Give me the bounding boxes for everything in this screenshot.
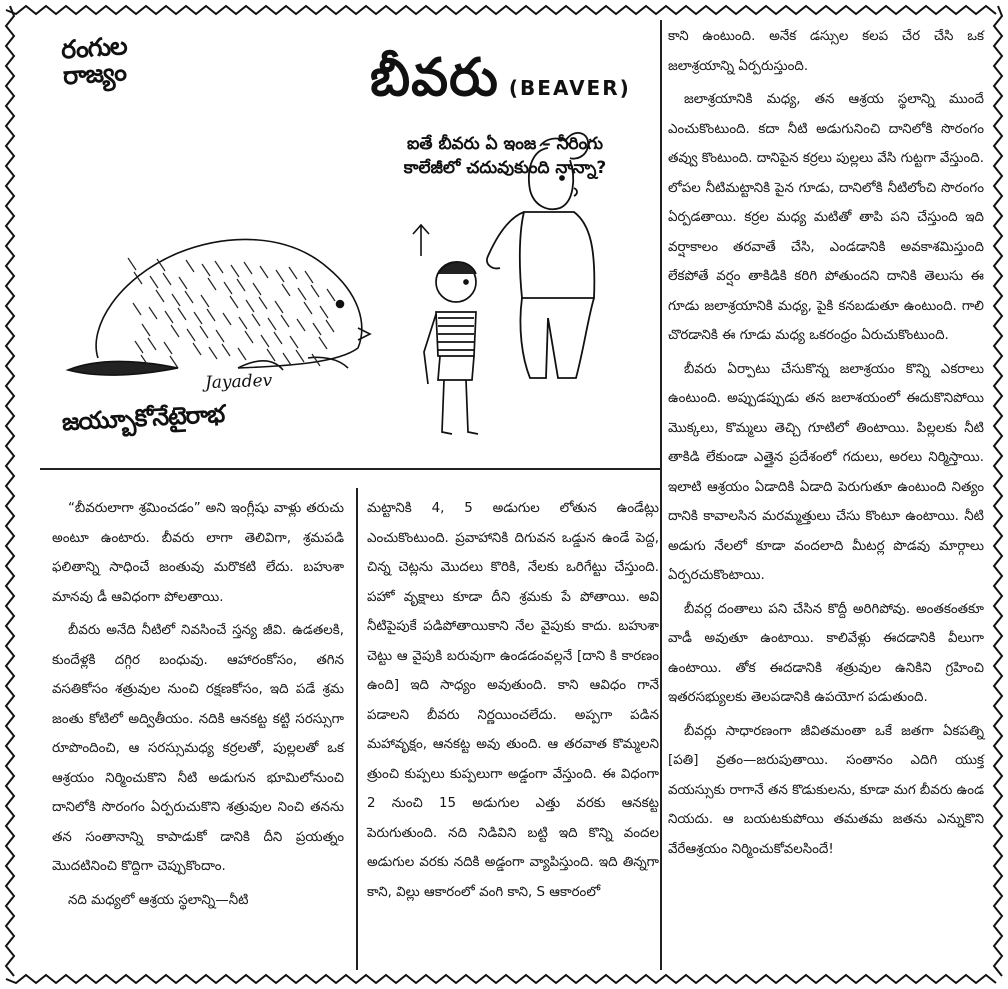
- fur-stroke: [274, 332, 282, 344]
- fur-stroke: [253, 283, 261, 295]
- fur-stroke: [202, 264, 210, 276]
- border-zigzag-line: [6, 6, 14, 976]
- fur-stroke: [224, 282, 232, 294]
- fur-stroke: [320, 306, 328, 318]
- fur-stroke: [171, 325, 179, 337]
- speech-bubble-text: ఐతే బీవరు ఏ ఇంజ – నీరింగు కాలేజీలో చదువుకుంది నాన్నా?: [403, 134, 607, 178]
- paragraph: బీవర్ల దంతాలు పని చేసిన కొద్దీ అరిగిపోవు. అంతకంతకూ వాడీ అవుతూ ఉంటాయి. కాలివేళ్లు ఈదడానికి వీలుగా ఉంటాయి. తోక ఈదడానికి శత్రువుల ఉనికిని గ్రహించి ఇతరసభ్యులకు తెలపడానికి ఉపయోగ పడుతుంది.: [668, 601, 984, 705]
- paragraph: జలాశ్రయానికి మధ్య, తన ఆశ్రయ స్థలాన్ని ముందే ఎంచుకొంటుంది. కదా నీటి అడుగునించి దానిలోకి సొరంగం తవ్వు కొంటుంది. దానిపైన కర్రలు పుల్లలు వేసి గుట్టగా వేస్తుంది. లోపల నీటిమట్టానికి పైన గూడు, దానిలోకి నీటిలోంచి సొరంగం ఏర్పడతాయి. కర్రల మధ్య మటితో తాపి పని చేస్తుంది ఇది వర్షాకాలం తరవాతే చేసి, ఎండడానికి అవకాశమిస్తుంది లేకపోతే వర్షం తాకిడికి కరిగి పోతుందని దానికి తెలుసు ఈ గూడు జలాశ్రయానికి మధ్య, పైకి కనబడుతూ ఉంటుంది. గాలి చొరడానికి ఈ గూడు మధ్య ఒకరంధ్రం ఏరుచుకొంటుంది.: [668, 92, 984, 343]
- paragraph: “బీవరులాగా శ్రమించడం” అని ఇంగ్లీషు వాళ్లు తరుచు అంటూ ఉంటారు. బీవరు లాగా తెలివిగా, శ్రమపడి ఫలితాన్ని సాధించే జంతువు మరొకటి లేదు. బహుశా మానవు డీ ఆవిధంగా పోలతాయి.: [52, 501, 344, 605]
- child-illustration: [412, 256, 492, 452]
- fur-stroke: [245, 331, 253, 343]
- fur-stroke: [289, 267, 297, 279]
- fur-stroke: [222, 344, 230, 356]
- fur-stroke: [209, 347, 217, 359]
- fur-stroke: [275, 301, 283, 313]
- border-zigzag-line: [994, 6, 1002, 976]
- fur-stroke: [239, 317, 247, 329]
- fur-stroke: [267, 349, 275, 361]
- article-column-middle: [367, 494, 659, 911]
- fur-stroke: [297, 319, 305, 331]
- fur-stroke: [186, 260, 194, 272]
- fur-stroke: [259, 297, 267, 309]
- fur-stroke: [185, 291, 193, 303]
- column-divider-left: [356, 488, 358, 970]
- fur-stroke: [178, 308, 186, 320]
- article-column-left: [52, 494, 344, 919]
- fur-stroke: [163, 273, 171, 285]
- fur-stroke: [156, 290, 164, 302]
- fur-stroke: [313, 323, 321, 335]
- section-divider: [40, 468, 660, 470]
- fur-stroke: [260, 266, 268, 278]
- fur-stroke: [311, 285, 319, 297]
- border-zigzag-line: [6, 975, 996, 983]
- fur-stroke: [305, 271, 313, 283]
- paragraph: మట్టానికి 4, 5 అడుగుల లోతున ఉండేట్లు ఎంచుకొంటుంది. ప్రవాహానికి దిగువన ఒడ్డున ఉండే పెద్ద, చిన్న చెట్లను మొదలు కొరికి, నేలకు ఒరిగేట్టు చేస్తుంది. పహో వృక్షాలు కూడా దీని శ్రమకు పే పోతాయి. అవి నీటిపైపుకే పడిపోతాయికాని నేల వైపుకు కాదు. బహుశా చెట్టు ఆ వైపుకి బరువుగా ఉండడంవల్లనే [దాని కి కారణం ఉంది] ఇది సాధ్యం అవుతుంది. కాని ఆవిధం గానే పడాలని బీవరు నిర్ణయించలేదు. అప్పగా పడిన మహావృక్షం, ఆనకట్ట అవు తుంది. ఆ తరవాత కొమ్మలని త్రుంచి కుప్పలు కుప్పలుగా అడ్డంగా వేస్తుంది. ఈ విధంగా 2 నుంచి 15 అడుగుల ఎత్తు వరకు ఆనకట్ట పెరుగుతుంది. నది నిడివిని బట్టి ఇది కొన్ని వందల అడుగుల వరకు నదికి అడ్డంగా వ్యాపిస్తుంది. ఇది తిన్నగా కాని, విల్లు ఆకారంలో వంగి కాని, S ఆకారంలో: [367, 501, 659, 900]
- article-subtitle: (BEAVER): [508, 76, 631, 100]
- fur-stroke: [304, 302, 312, 314]
- paragraph: బీవరు ఏర్పాటు చేసుకొన్న జలాశ్రయం కొన్ని ఎకరాలు ఉంటుంది. అప్పుడప్పుడు తన జలాశయంలో ఈదుకొనిపోయి మొక్కలు, కొమ్మలు తెచ్చి గూటిలో తింటాయి. పిల్లలకు నీటి తాకిడి లేకుండా ఎత్తైన ప్రదేశంలో గదులు, అరలు నిర్మిస్తాయి. ఇలాటి ఆశ్రయం ఏడాదికి ఏడాది పెరుగుతూ ఉంటుంది నిత్యం దానికి కావాలసిన మరమ్మత్తులు చేసు కొంటూ ఉంటాయి. నీటి అడుగు నేలలో కూడా వందలాది మీటర్ల పొడవు మార్గాలు ఏర్పరచుకొంటాయి.: [668, 361, 984, 583]
- fur-stroke: [208, 278, 216, 290]
- artist-signature: Jayadev: [204, 370, 273, 394]
- fur-stroke: [215, 261, 223, 273]
- fur-stroke: [230, 296, 238, 308]
- fur-stroke: [201, 295, 209, 307]
- paragraph: నది మధ్యలో ఆశ్రయ స్థలాన్ని—నీటి: [68, 892, 249, 908]
- fur-stroke: [223, 313, 231, 325]
- fur-stroke: [326, 320, 334, 332]
- fur-stroke: [290, 336, 298, 348]
- article-title: బీవరు: [370, 48, 499, 108]
- fur-stroke: [194, 312, 202, 324]
- fur-stroke: [165, 311, 173, 323]
- fur-stroke: [327, 289, 335, 301]
- article-column-right: [668, 22, 984, 868]
- fur-stroke: [281, 315, 289, 327]
- illustration-caption: జయ్బూకోనేటైరాభ: [61, 399, 225, 437]
- paragraph: బీవరు అనేది నీటిలో నివసించే స్తన్య జీవి. ఉడతలకి, కుందేళ్లకి దగ్గిర బంధువు. ఆహారంకోసం, తగిన వసతికోసం శత్రువుల నుంచి రక్షణకోసం, ఇది పడే శ్రమ జంతు కోటిలో అద్వితీయం. నదికి ఆనకట్ట కట్టి సరస్సుగా రూపొందించి, ఆ సరస్సుమధ్య కర్రలతో, పుల్లలతో ఒక ఆశ్రయం నిర్మించుకొని నీటి అడుగున భూమిలోనుంచి దానిలోకి సొరంగం ఏర్పరుచుకొని శత్రువుల నించి తనను తన సంతానాన్ని కాపాడుకో డానికి దీని ప్రయత్నం మొదటినించి కొద్దిగా చెప్పుకొందాం.: [52, 623, 344, 874]
- beaver-illustration: [58, 208, 378, 383]
- fur-stroke: [148, 338, 156, 350]
- fur-stroke: [276, 270, 284, 282]
- fur-stroke: [216, 330, 224, 342]
- fur-stroke: [312, 354, 320, 366]
- corner-heading: రంగుల రాజ్యం: [60, 30, 128, 91]
- fur-stroke: [150, 276, 158, 288]
- paragraph: కాని ఉంటుంది. అనేక డస్సుల కలప చేర చేసి ఒక జలాశ్రయాన్ని ఏర్పరుస్తుంది.: [668, 29, 984, 74]
- column-divider-right: [660, 20, 662, 970]
- fur-stroke: [164, 342, 172, 354]
- fur-stroke: [319, 337, 327, 349]
- paragraph: బీవర్లు సాధారణంగా జీవితమంతా ఒకే జతగా ఏకపత్ని [పతి] వ్రతం—జరుపుతాయి. సంతానం ఎదిగి యుక్త వయస్సుకు రాగానే తన కొడుకులను, కూడా మగ బీవరు ఉండ నియదు. ఆ బయటకుపోయి తమతమ జతను ఎన్నుకొని వేరేఆశ్రయం నిర్మించుకోవలసిందే!: [668, 723, 984, 857]
- fur-stroke: [237, 279, 245, 291]
- fur-stroke: [200, 326, 208, 338]
- fur-stroke: [135, 341, 143, 353]
- fur-stroke: [128, 258, 136, 270]
- fur-stroke: [149, 307, 157, 319]
- fur-stroke: [133, 303, 141, 315]
- fur-stroke: [193, 343, 201, 355]
- fur-stroke: [142, 324, 150, 336]
- fur-stroke: [282, 284, 290, 296]
- fur-stroke: [252, 314, 260, 326]
- border-zigzag-line: [6, 6, 996, 14]
- fur-stroke: [296, 350, 304, 362]
- fur-stroke: [283, 353, 291, 365]
- fur-stroke: [187, 329, 195, 341]
- fur-stroke: [172, 294, 180, 306]
- fur-stroke: [207, 309, 215, 321]
- arrow-icon: [408, 222, 434, 258]
- fur-stroke: [244, 262, 252, 274]
- fur-stroke: [268, 318, 276, 330]
- fur-stroke: [261, 335, 269, 347]
- fur-stroke: [231, 265, 239, 277]
- fur-stroke: [179, 277, 187, 289]
- fur-stroke: [238, 348, 246, 360]
- title-block: [370, 48, 631, 121]
- fur-stroke: [246, 300, 254, 312]
- fur-stroke: [298, 288, 306, 300]
